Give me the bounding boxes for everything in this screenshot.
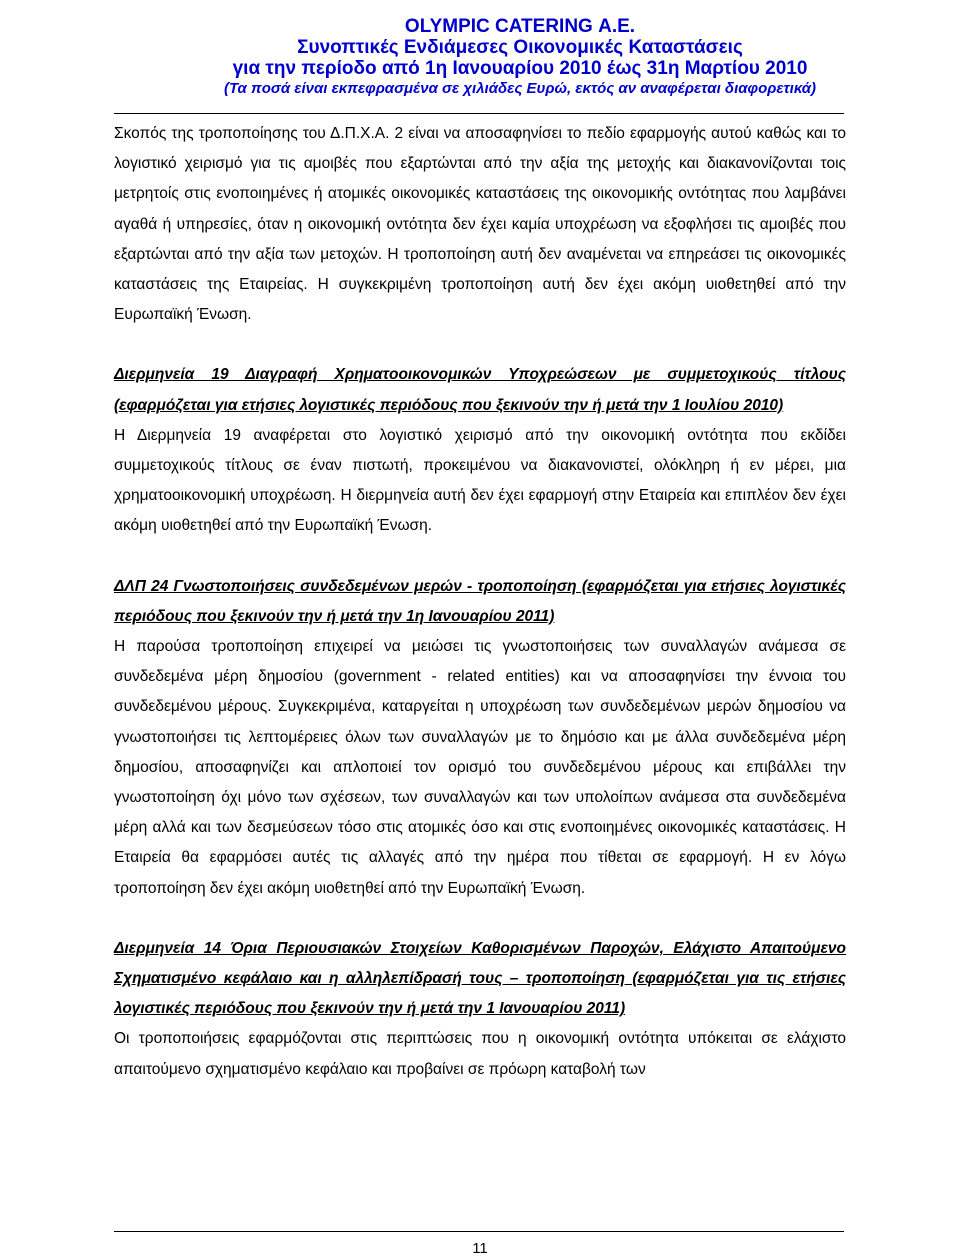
currency-note: (Τα ποσά είναι εκπεφρασμένα σε χιλιάδες Ευρώ, εκτός αν αναφέρεται διαφορετικά) [223,80,817,97]
ifric19-body: Η Διερμηνεία 19 αναφέρεται στο λογιστικό χειρισμό από την οικονομική οντότητα που εκδίδει συμμετοχικούς τίτλους σε έναν πιστωτή, προκειμένου να διακανονιστεί, ολόκληρη ή εν μέρει, μια χρηματοοικονομική υποχρέωση. Η διερμηνεία αυτή δεν έχει εφαρμογή στην Εταιρεία και επιπλέον δεν έχει ακόμη υιοθετηθεί από την Ευρωπαϊκή Ένωση. [114,426,846,535]
header-divider [114,113,844,114]
ias24-body: Η παρούσα τροποποίηση επιχειρεί να μειώσει τις γνωστοποιήσεις των συναλλαγών ανάμεσα σε συνδεδεμένα μέρη δημοσίου (government - related entities) και να αποσαφηνίσει την έννοια του συνδεδεμένου μέρους. Συγκεκριμένα, καταργείται η υποχρέωση των συνδεδεμένων μερών δημοσίου να γνωστοποιήσει τις λεπτομέρειες όλων των συναλλαγών με το δημόσιο και με άλλα συνδεδεμένα μέρη δημοσίου, αποσαφηνίζει και απλοποιεί τον ορισμό του συνδεδεμένου μέρους και επιβάλλει την γνωστοποίηση όχι μόνο των σχέσεων, των συναλλαγών και των υπολοίπων ανάμεσα στα συνδεδεμένα μέρη αλλά και των δεσμεύσεων τόσο στις ατομικές όσο και στις ενοποιημένες οικονομικές καταστάσεις. Η Εταιρεία θα εφαρμόσει αυτές τις αλλαγές από την ημέρα που τίθεται σε εφαρμογή. Η εν λόγω τροποποίηση δεν έχει ακόμη υιοθετηθεί από την Ευρωπαϊκή Ένωση. [114,638,846,897]
document-body [114,119,846,1085]
ifric14-heading: Διερμηνεία 14 Όρια Περιουσιακών Στοιχείων Καθορισμένων Παροχών, Ελάχιστο Απαιτούμενο Σχηματισμένο κεφάλαιο και η αλληλεπίδρασή τους – τροποποίηση (εφαρμόζεται για τις ετήσιες λογιστικές περιόδους που ξεκινούν την ή μετά την 1 Ιανουαρίου 2011) [114,939,846,1018]
ifric19-heading: Διερμηνεία 19 Διαγραφή Χρηματοοικονομικών Υποχρεώσεων με συμμετοχικούς τίτλους (εφαρμόζεται για ετήσιες λογιστικές περιόδους που ξεκινούν την ή μετά την 1 Ιουλίου 2010) [114,366,846,414]
footer-divider [114,1231,844,1232]
ias24-heading: ΔΛΠ 24 Γνωστοποιήσεις συνδεδεμένων μερών - τροποποίηση (εφαρμόζεται για ετήσιες λογιστικές περιόδους που ξεκινούν την ή μετά την 1η Ιανουαρίου 2011) [114,577,846,625]
intro-paragraph: Σκοπός της τροποποίησης του Δ.Π.Χ.Α. 2 είναι να αποσαφηνίσει το πεδίο εφαρμογής αυτού καθώς και το λογιστικό χειρισμό για τις αμοιβές που εξαρτώνται από την αξία της μετοχής και διακανονίζονται τοις μετρητοίς στις ενοποιημένες ή ατομικές οικονομικές καταστάσεις της οικονομικής οντότητας που λαμβάνει αγαθά ή υπηρεσίες, όταν η οικονομική οντότητα δεν έχει καμία υποχρέωση να εξοφλήσει τις αμοιβές που εξαρτώνται από την αξία των μετοχών. Η τροποποίηση αυτή δεν αναμένεται να επηρεάσει τις οικονομικές καταστάσεις της Εταιρείας. Η συγκεκριμένη τροποποίηση αυτή δεν έχει ακόμη υιοθετηθεί από την Ευρωπαϊκή Ένωση. [114,125,846,324]
report-title: Συνοπτικές Ενδιάμεσες Οικονομικές Καταστάσεις [297,37,743,58]
report-period: για την περίοδο από 1η Ιανουαρίου 2010 έως 31η Μαρτίου 2010 [232,58,808,79]
document-header [100,0,940,99]
ifric14-body: Οι τροποποιήσεις εφαρμόζονται στις περιπτώσεις που η οικονομική οντότητα υπόκειται σε ελάχιστο απαιτούμενο σχηματισμένο κεφάλαιο και προβαίνει σε πρόωρη καταβολή των [114,1030,846,1078]
company-name: OLYMPIC CATERING Α.Ε. [404,16,636,37]
page-number: 11 [472,1240,488,1257]
